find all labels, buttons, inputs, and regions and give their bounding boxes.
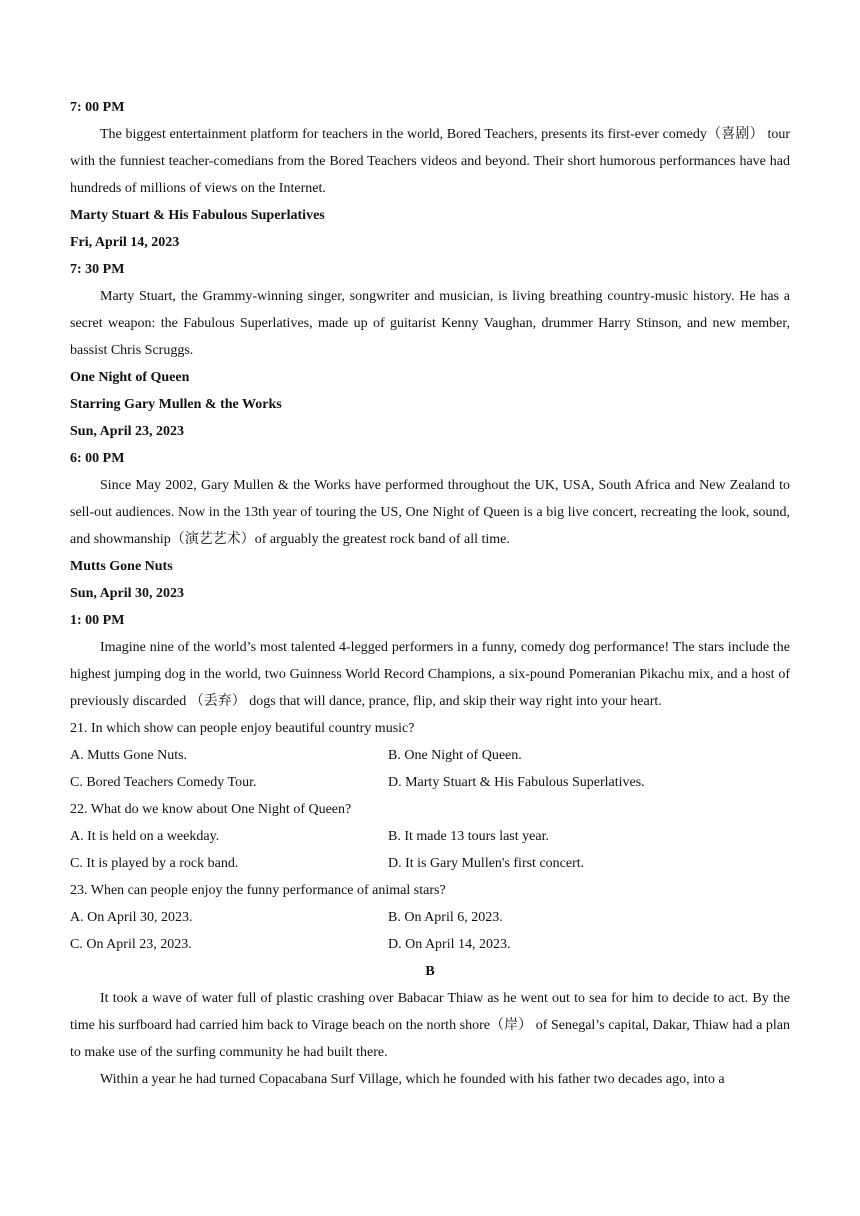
show-subtitle: Starring Gary Mullen & the Works [70, 397, 282, 412]
section-heading: B [425, 964, 435, 979]
show-time: 6: 00 PM [70, 451, 125, 466]
show-time: 1: 00 PM [70, 613, 125, 628]
show-description: Imagine nine of the world’s most talented 4-legged performers in a funny, comedy dog performance! The stars include the highest jumping dog in the world, two Guinness World Record Champions, a six-pound Pomeranian Pikachu mix, and a host of previously discarded （丢弃） dogs that will dance, prance, flip, and skip their way right into your heart. [70, 640, 790, 709]
option-a: A. On April 30, 2023. [70, 910, 193, 925]
option-b: B. It made 13 tours last year. [388, 829, 549, 844]
show-title: One Night of Queen [70, 370, 190, 385]
option-d: D. It is Gary Mullen's first concert. [388, 856, 585, 871]
show-date: Sun, April 30, 2023 [70, 586, 184, 601]
show-description: Since May 2002, Gary Mullen & the Works have performed throughout the UK, USA, South Africa and New Zealand to sell-out audiences. Now in the 13th year of touring the US, One Night of Queen is a big live concert, recreating the look, sound, and showmanship（演艺艺术）of arguably the greatest rock band of all time. [70, 478, 790, 547]
show-title: Mutts Gone Nuts [70, 559, 173, 574]
options-row [70, 931, 790, 958]
question-stem: 21. In which show can people enjoy beautiful country music? [70, 721, 415, 736]
options-row [70, 769, 790, 796]
show-description: The biggest entertainment platform for teachers in the world, Bored Teachers, presents its first-ever comedy（喜剧） tour with the funniest teacher-comedians from the Bored Teachers videos and beyond. Their short humorous performances have had hundreds of millions of views on the Internet. [70, 127, 790, 196]
section-paragraph: Within a year he had turned Copacabana Surf Village, which he founded with his father two decades ago, into a [100, 1072, 725, 1087]
option-c: C. On April 23, 2023. [70, 937, 192, 952]
show-description: Marty Stuart, the Grammy-winning singer, songwriter and musician, is living breathing country-music history. He has a secret weapon: the Fabulous Superlatives, made up of guitarist Kenny Vaughan, drummer Harry Stinson, and new member, bassist Chris Scruggs. [70, 289, 790, 358]
option-a: A. It is held on a weekday. [70, 829, 220, 844]
option-d: D. On April 14, 2023. [388, 937, 511, 952]
show-title: Marty Stuart & His Fabulous Superlatives [70, 208, 325, 223]
section-paragraph: It took a wave of water full of plastic crashing over Babacar Thiaw as he went out to sea for him to decide to act. By the time his surfboard had carried him back to Virage beach on the north shore（岸） of Senegal’s capital, Dakar, Thiaw had a plan to make use of the surfing community he had built there. [70, 991, 790, 1060]
option-d: D. Marty Stuart & His Fabulous Superlatives. [388, 775, 645, 790]
show-date: Sun, April 23, 2023 [70, 424, 184, 439]
option-c: C. It is played by a rock band. [70, 856, 239, 871]
option-a: A. Mutts Gone Nuts. [70, 748, 188, 763]
option-b: B. On April 6, 2023. [388, 910, 503, 925]
options-row [70, 850, 790, 877]
show-time: 7: 00 PM [70, 100, 125, 115]
option-b: B. One Night of Queen. [388, 748, 522, 763]
options-row [70, 742, 790, 769]
document-body [70, 94, 790, 1093]
question-stem: 22. What do we know about One Night of Queen? [70, 802, 352, 817]
show-date: Fri, April 14, 2023 [70, 235, 180, 250]
option-c: C. Bored Teachers Comedy Tour. [70, 775, 257, 790]
options-row [70, 823, 790, 850]
show-time: 7: 30 PM [70, 262, 125, 277]
options-row [70, 904, 790, 931]
question-stem: 23. When can people enjoy the funny performance of animal stars? [70, 883, 446, 898]
